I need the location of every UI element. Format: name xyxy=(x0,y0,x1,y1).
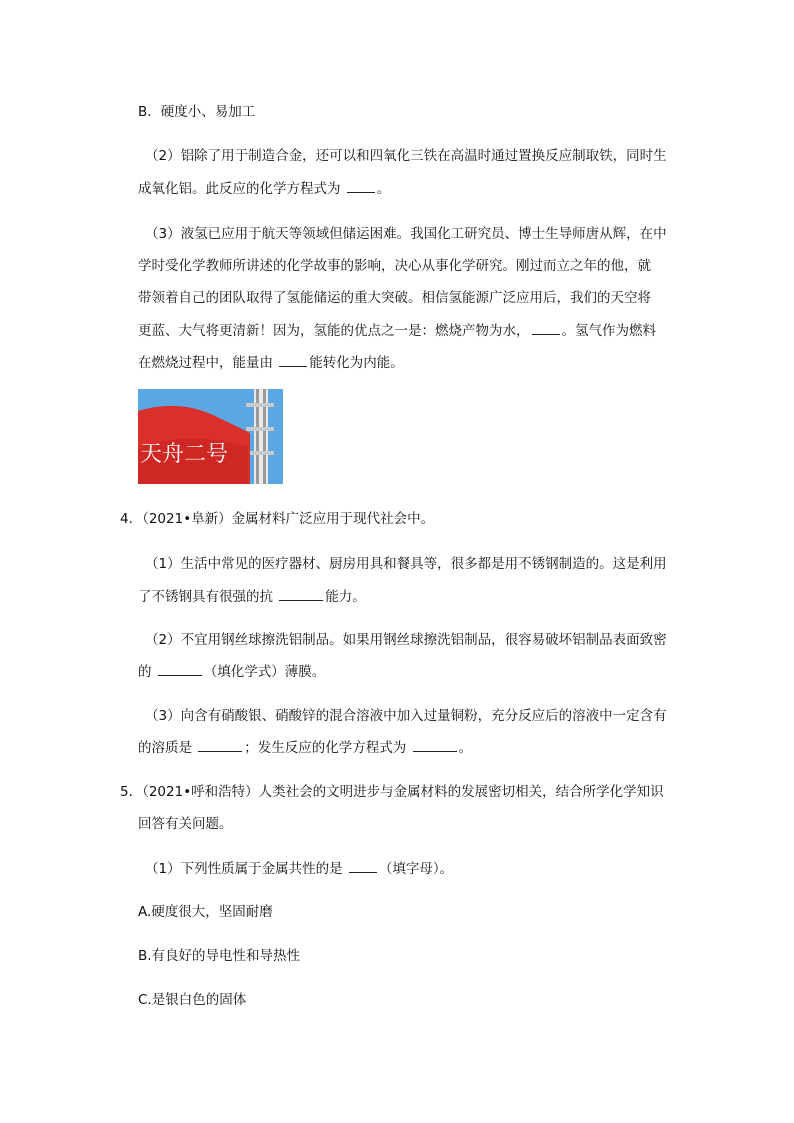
q4-part3-end: 。 xyxy=(458,740,473,756)
q3-part3-line3: 带领着自己的团队取得了氢能储运的重大突破。相信氢能源广泛应用后，我们的天空将 xyxy=(138,290,651,306)
q3-part2-line1: （2）铝除了用于制造合金，还可以和四氧化三铁在高温时通过置换反应制取铁，同时生 xyxy=(145,148,667,164)
q3-part3-text: 更蓝、大气将更清新！因为，氢能的优点之一是：燃烧产物为水， xyxy=(138,323,530,339)
q3-part3-line5 xyxy=(138,352,404,373)
q4-part3-text2: ；发生反应的化学方程式为 xyxy=(244,740,407,756)
option-a: A.硬度很大，坚固耐磨 xyxy=(138,904,273,920)
option-b-q5: B.有良好的导电性和导热性 xyxy=(138,948,301,964)
question-5-header: 5．（2021•呼和浩特）人类社会的文明进步与金属材料的发展密切相关，结合所学化学知识 xyxy=(120,784,664,800)
q5-part1 xyxy=(145,858,453,879)
q4-part3-line1: （3）向含有硝酸银、硝酸锌的混合溶液中加入过量铜粉，充分反应后的溶液中一定含有 xyxy=(145,708,667,724)
q3-part2-end: 。 xyxy=(376,181,391,197)
q4-part2-line2 xyxy=(138,661,325,682)
q4-part1-line2 xyxy=(138,586,366,607)
q4-part1-end: 能力。 xyxy=(325,589,366,605)
q3-part3-line1: （3）液氢已应用于航天等领域但储运困难。我国化工研究员、博士生导师唐从辉，在中 xyxy=(145,226,667,242)
option-b: B．硬度小、易加工 xyxy=(138,104,256,120)
answer-blank xyxy=(158,661,202,676)
q4-part2-text: 的 xyxy=(138,664,152,680)
q3-part3-text3: 在燃烧过程中，能量由 xyxy=(138,355,273,371)
q3-part3-text2: 。氢气作为燃料 xyxy=(561,323,656,339)
answer-blank xyxy=(532,320,560,335)
answer-blank xyxy=(198,737,242,752)
answer-blank xyxy=(413,737,457,752)
answer-blank xyxy=(279,586,323,601)
q5-part1-end: （填字母）。 xyxy=(378,861,454,877)
flag-text: 天舟二号 xyxy=(140,442,229,467)
question-4-header: 4．（2021•阜新）金属材料广泛应用于现代社会中。 xyxy=(120,511,435,527)
answer-blank xyxy=(347,178,375,193)
q4-part2-line1: （2）不宜用钢丝球擦洗铝制品。如果用钢丝球擦洗铝制品，很容易破坏铝制品表面致密 xyxy=(145,632,667,648)
q4-part1-text: 了不锈钢具有很强的抗 xyxy=(138,589,273,605)
q4-part3-text: 的溶质是 xyxy=(138,740,192,756)
rocket-flag-photo xyxy=(138,389,283,484)
q3-part3-end: 能转化为内能。 xyxy=(309,355,404,371)
q3-part3-line2: 学时受化学教师所讲述的化学故事的影响，决心从事化学研究。刚过而立之年的他，就 xyxy=(138,258,651,274)
option-c: C.是银白色的固体 xyxy=(138,992,247,1008)
q3-part3-line4 xyxy=(138,320,656,341)
q3-part2-line2 xyxy=(138,178,390,199)
q3-part2-text: 成氧化铝。此反应的化学方程式为 xyxy=(138,181,341,197)
q4-part1-line1: （1）生活中常见的医疗器材、厨房用具和餐具等，很多都是用不锈钢制造的。这是利用 xyxy=(145,556,667,572)
answer-blank xyxy=(279,352,307,367)
answer-blank xyxy=(349,858,377,873)
photo-svg xyxy=(138,389,283,484)
question-5-line2: 回答有关问题。 xyxy=(138,816,233,832)
q4-part3-line2 xyxy=(138,737,472,758)
q5-part1-text: （1）下列性质属于金属共性的是 xyxy=(145,861,343,877)
q4-part2-end: （填化学式）薄膜。 xyxy=(203,664,326,680)
